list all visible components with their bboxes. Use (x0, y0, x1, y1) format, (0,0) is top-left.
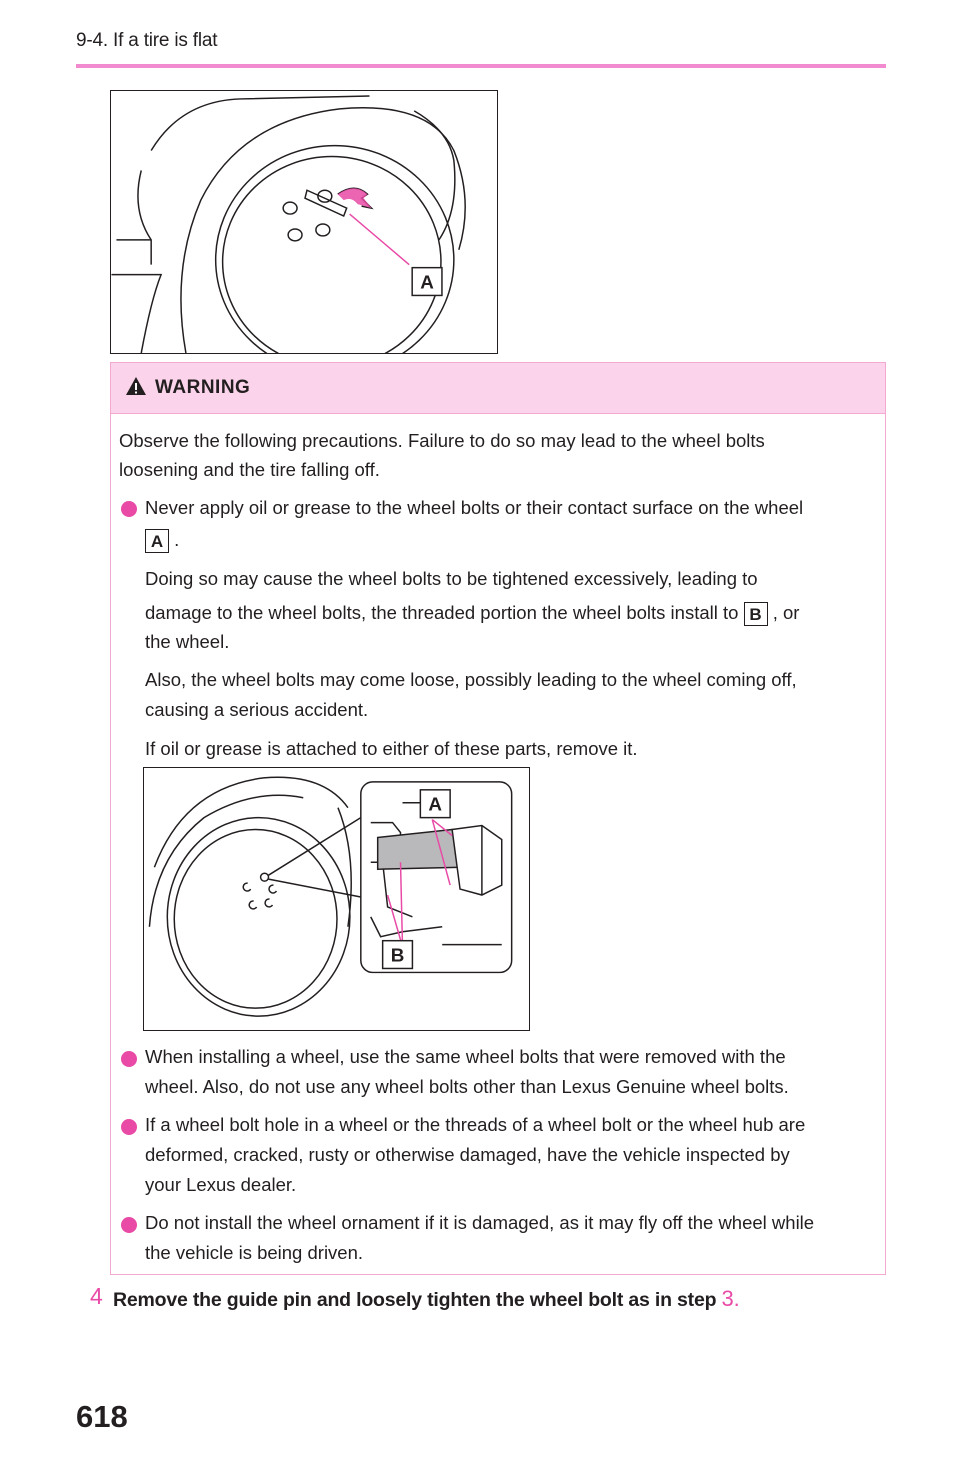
bullet1-line3-start: damage to the wheel bolts, the threaded portion the wheel bolts install to (145, 602, 739, 623)
wheel-bolt-detail-illustration (143, 767, 530, 1031)
bullet3-line3: your Lexus dealer. (145, 1174, 297, 1195)
warning-intro-line1: Observe the following precautions. Failure to do so may lead to the wheel bolts (119, 430, 765, 451)
step-number: 4 (90, 1283, 103, 1309)
bullet-icon (121, 1217, 137, 1233)
bullet1-line3-end: , or (772, 602, 800, 623)
bullet1-line2: Doing so may cause the wheel bolts to be tightened excessively, leading to (145, 568, 758, 589)
bullet3-line2: deformed, cracked, rusty or otherwise damaged, have the vehicle inspected by (145, 1144, 790, 1165)
page-number: 618 (76, 1399, 128, 1434)
bullet1-line6: causing a serious accident. (145, 699, 369, 720)
warning-title: WARNING (155, 377, 251, 398)
detail-drawing (144, 768, 529, 1030)
bullet-icon (121, 1051, 137, 1067)
header-rule (76, 64, 886, 68)
warning-header (111, 363, 885, 414)
bullet4-line2: the vehicle is being driven. (145, 1242, 364, 1263)
bullet1-line3 (145, 598, 799, 628)
label-a-box: A (145, 529, 169, 553)
bullet1-line1-end: . (174, 529, 180, 550)
section-title: 9-4. If a tire is flat (76, 30, 218, 51)
wheel-outer (216, 146, 454, 353)
bullet1-line7: If oil or grease is attached to either of these parts, remove it. (145, 738, 638, 759)
callout-a-label: A (428, 793, 443, 815)
bullet1-line4: the wheel. (145, 631, 230, 652)
callout-line (350, 214, 410, 265)
callout-b-label: B (390, 944, 405, 966)
callout-a-label: A (420, 271, 434, 293)
warning-triangle-icon (125, 376, 147, 396)
wheel-bolt-illustration (110, 90, 498, 354)
step-text: Remove the guide pin and loosely tighten the wheel bolt as in step (113, 1289, 717, 1311)
wheel-drawing (111, 91, 497, 353)
bullet1-line1-cont (145, 525, 179, 555)
bullet4-line1: Do not install the wheel ornament if it is damaged, as it may fly off the wheel while (145, 1212, 815, 1233)
step-instruction (113, 1286, 739, 1312)
label-b-box: B (744, 602, 768, 626)
step-reference: 3. (721, 1286, 740, 1311)
bullet-icon (121, 501, 137, 517)
bullet2-line1: When installing a wheel, use the same wheel bolts that were removed with the (145, 1046, 786, 1067)
tire-outline (181, 108, 465, 353)
bullet1-line5: Also, the wheel bolts may come loose, possibly leading to the wheel coming off, (145, 669, 797, 690)
bullet3-line1: If a wheel bolt hole in a wheel or the threads of a wheel bolt or the wheel hub are (145, 1114, 806, 1135)
fender-line (151, 96, 369, 151)
warning-intro-line2: loosening and the tire falling off. (119, 459, 380, 480)
bullet2-line2: wheel. Also, do not use any wheel bolts other than Lexus Genuine wheel bolts. (145, 1076, 789, 1097)
bullet-icon (121, 1119, 137, 1135)
bullet1-line1: Never apply oil or grease to the wheel bolts or their contact surface on the wheel (145, 497, 804, 518)
